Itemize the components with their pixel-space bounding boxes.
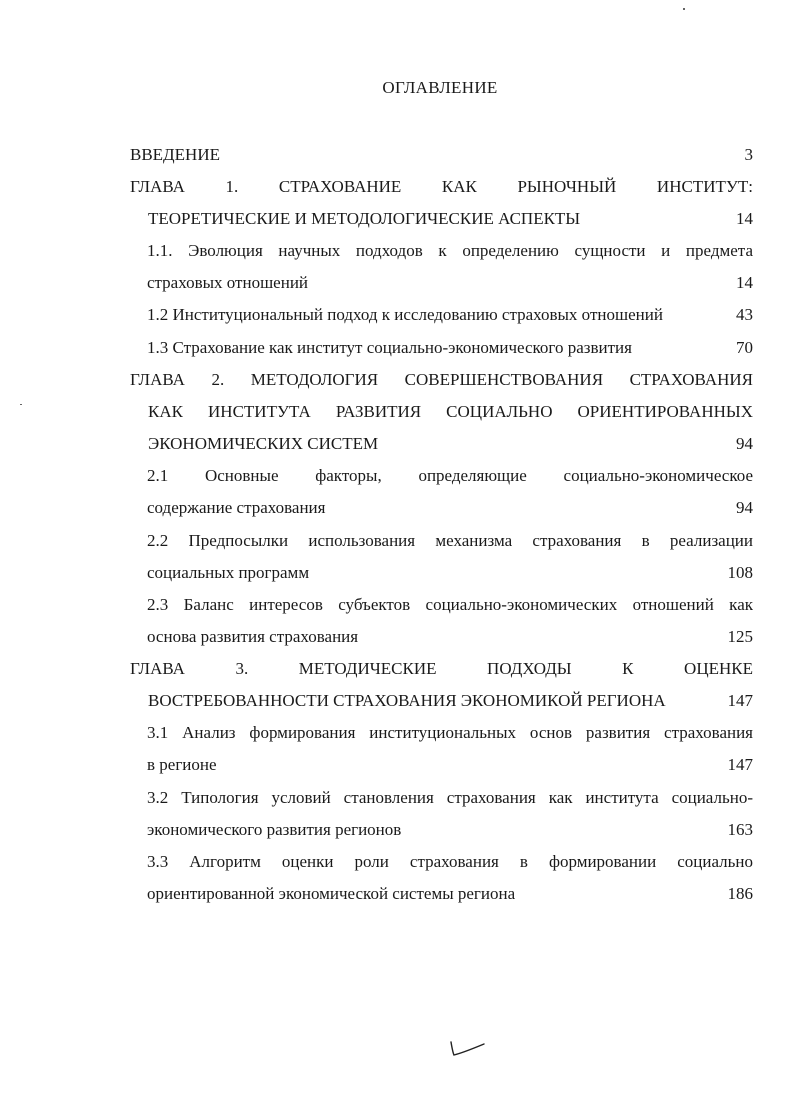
- toc-section-title: 1.3 Страхование как институт социально-экономического развития: [147, 338, 632, 357]
- toc-page-number: 94: [736, 498, 753, 517]
- toc-chapter-2-cont2: [0, 432, 797, 456]
- toc-section-2-1: [0, 464, 797, 488]
- handwritten-mark-icon: [448, 1040, 488, 1060]
- toc-page-number: 14: [736, 209, 753, 228]
- toc-section-3-3-cont: [0, 882, 797, 906]
- toc-section-title: 2.2 Предпосылки использования механизма страхования в реализации: [147, 531, 753, 550]
- toc-section-title: 2.1 Основные факторы, определяющие социально-экономическое: [147, 466, 753, 485]
- toc-chapter-3: [0, 657, 797, 681]
- toc-section-title: основа развития страхования: [147, 627, 359, 646]
- toc-section-3-1-cont: [0, 753, 797, 777]
- toc-chapter-title: ТЕОРЕТИЧЕСКИЕ И МЕТОДОЛОГИЧЕСКИЕ АСПЕКТЫ: [148, 209, 581, 228]
- toc-section-1-3: [0, 336, 797, 360]
- toc-section-title: 1.1. Эволюция научных подходов к определению сущности и предмета: [147, 241, 753, 260]
- scan-speck: [683, 8, 685, 10]
- toc-chapter-2-cont: [0, 400, 797, 424]
- toc-chapter-3-cont: [0, 689, 797, 713]
- toc-section-2-3-cont: [0, 625, 797, 649]
- toc-section-1-1: [0, 239, 797, 263]
- toc-section-title: содержание страхования: [147, 498, 326, 517]
- toc-page-number: 147: [727, 691, 753, 710]
- toc-section-2-3: [0, 593, 797, 617]
- toc-page-number: 186: [727, 884, 753, 903]
- toc-section-2-2: [0, 529, 797, 553]
- toc-section-1-2: [0, 303, 797, 327]
- toc-chapter-title: ГЛАВА 3. МЕТОДИЧЕСКИЕ ПОДХОДЫ К ОЦЕНКЕ: [130, 659, 753, 678]
- toc-entry-text: ВВЕДЕНИЕ: [130, 145, 220, 164]
- toc-section-3-1: [0, 721, 797, 745]
- toc-section-title: 1.2 Институциональный подход к исследованию страховых отношений: [147, 305, 663, 324]
- toc-section-title: 2.3 Баланс интересов субъектов социально-экономических отношений как: [147, 595, 753, 614]
- toc-section-title: страховых отношений: [147, 273, 309, 292]
- toc-chapter-title: ЭКОНОМИЧЕСКИХ СИСТЕМ: [148, 434, 379, 453]
- toc-section-title: в регионе: [147, 755, 217, 774]
- toc-section-3-3: [0, 850, 797, 874]
- toc-section-title: 3.2 Типология условий становления страхования как института социально-: [147, 788, 753, 807]
- toc-page-number: 108: [727, 563, 753, 582]
- toc-chapter-title: ВОСТРЕБОВАННОСТИ СТРАХОВАНИЯ ЭКОНОМИКОЙ РЕГИОНА: [148, 691, 666, 710]
- toc-page-number: 43: [736, 305, 753, 324]
- toc-section-2-1-cont: [0, 496, 797, 520]
- toc-section-2-2-cont: [0, 561, 797, 585]
- toc-chapter-1: [0, 175, 797, 199]
- toc-section-title: экономического развития регионов: [147, 820, 402, 839]
- toc-page-number: 14: [736, 273, 753, 292]
- toc-heading: ОГЛАВЛЕНИЕ: [382, 78, 498, 97]
- toc-chapter-title: ГЛАВА 1. СТРАХОВАНИЕ КАК РЫНОЧНЫЙ ИНСТИТУТ:: [130, 177, 753, 196]
- toc-chapter-title: ГЛАВА 2. МЕТОДОЛОГИЯ СОВЕРШЕНСТВОВАНИЯ СТРАХОВАНИЯ: [130, 370, 753, 389]
- toc-section-3-2: [0, 786, 797, 810]
- toc-chapter-1-cont: [0, 207, 797, 231]
- toc-page-number: 163: [727, 820, 753, 839]
- toc-section-title: 3.1 Анализ формирования институциональных основ развития страхования: [147, 723, 753, 742]
- toc-section-1-1-cont: [0, 271, 797, 295]
- toc-page-number: 125: [727, 627, 753, 646]
- toc-entry-intro: [0, 143, 797, 167]
- toc-chapter-2: [0, 368, 797, 392]
- toc-chapter-title: КАК ИНСТИТУТА РАЗВИТИЯ СОЦИАЛЬНО ОРИЕНТИРОВАННЫХ: [148, 402, 753, 421]
- toc-section-3-2-cont: [0, 818, 797, 842]
- toc-section-title: 3.3 Алгоритм оценки роли страхования в формировании социально: [147, 852, 753, 871]
- toc-section-title: ориентированной экономической системы региона: [147, 884, 516, 903]
- toc-page-number: 94: [736, 434, 753, 453]
- toc-section-title: социальных программ: [147, 563, 310, 582]
- toc-page-number: 3: [744, 145, 753, 164]
- toc-page-number: 147: [727, 755, 753, 774]
- toc-page-number: 70: [736, 338, 753, 357]
